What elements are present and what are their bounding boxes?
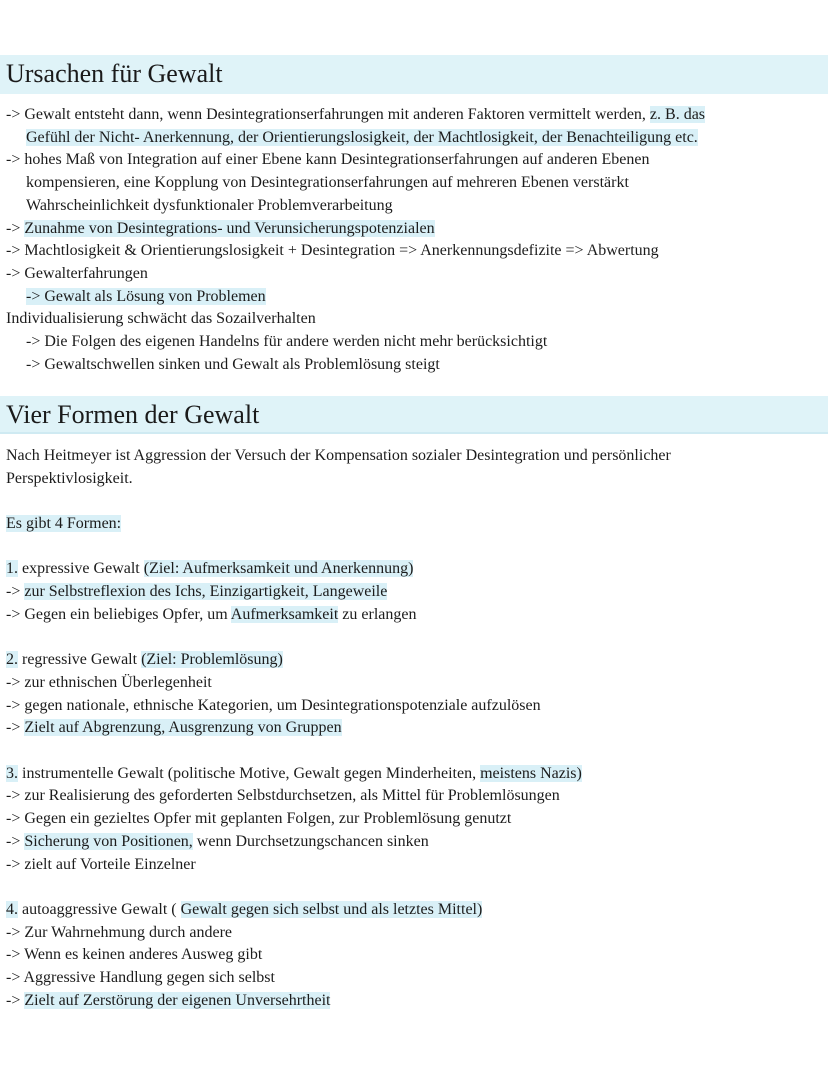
text-line — [6, 831, 822, 854]
text-line: Perspektivlosigkeit. — [6, 469, 133, 487]
text: -> Gegen ein beliebiges Opfer, um — [6, 605, 231, 623]
form-number: 3. — [6, 764, 18, 782]
text: -> — [6, 832, 25, 850]
text-line: -> Wenn es keinen anderes Ausweg gibt — [6, 946, 263, 964]
text-line: -> Aggressive Handlung gegen sich selbst — [6, 969, 275, 987]
text-line: -> zur ethnischen Überlegenheit — [6, 673, 212, 691]
text: -> — [6, 219, 25, 237]
text-line: -> gegen nationale, ethnische Kategorien, um Desintegrationspotenziale aufzulösen — [6, 696, 541, 714]
text-line: -> Gewaltschwellen sinken und Gewalt als Problemlösung steigt — [26, 355, 440, 373]
text-line: -> Die Folgen des eigenen Handelns für andere werden nicht mehr berücksichtigt — [26, 333, 548, 351]
highlight: Zielt auf Zerstörung der eigenen Unversehrtheit — [24, 991, 331, 1009]
highlight: meistens Nazis) — [480, 764, 582, 782]
text-line — [6, 127, 822, 150]
form-heading — [6, 899, 822, 922]
highlight: z. B. das — [649, 106, 706, 123]
section-title-formen: Vier Formen der Gewalt — [0, 396, 828, 434]
text: wenn Durchsetzungschancen sinken — [192, 832, 429, 850]
form-heading — [6, 558, 822, 581]
text-line: kompensieren, eine Kopplung von Desintegrationserfahrungen auf mehreren Ebenen verstärkt — [26, 174, 629, 192]
text: -> — [6, 991, 25, 1009]
form-number: 4. — [6, 900, 18, 918]
highlight: Zielt auf Abgrenzung, Ausgrenzung von Gruppen — [24, 719, 342, 737]
text: autoaggressive Gewalt ( — [18, 900, 181, 918]
text-line: -> hohes Maß von Integration auf einer Ebene kann Desintegrationserfahrungen auf anderen Ebenen — [6, 151, 650, 169]
text-line — [6, 990, 822, 1013]
text-line — [6, 104, 822, 127]
form-heading — [6, 649, 822, 672]
text-line — [6, 218, 822, 241]
text-line: -> Zur Wahrnehmung durch andere — [6, 923, 233, 941]
highlight: Gefühl der Nicht- Anerkennung, der Orientierungslosigkeit, der Machtlosigkeit, der Benachteiligung etc. — [26, 128, 698, 146]
text-line: -> Machtlosigkeit & Orientierungslosigkeit + Desintegration => Anerkennungsdefizite => Abwertung — [6, 242, 659, 260]
text-line: Wahrscheinlichkeit dysfunktionaler Problemverarbeitung — [26, 196, 393, 214]
highlight: zur Selbstreflexion des Ichs, Einzigartigkeit, Langeweile — [24, 583, 388, 601]
highlight: (Ziel: Problemlösung) — [141, 651, 283, 669]
text: instrumentelle Gewalt (politische Motive, Gewalt gegen Minderheiten, — [18, 764, 481, 782]
text-line — [6, 604, 822, 627]
text: -> — [6, 719, 25, 737]
highlight: Sicherung von Positionen, — [24, 832, 193, 850]
text-line: Nach Heitmeyer ist Aggression der Versuch der Kompensation sozialer Desintegration und persönlicher — [6, 447, 671, 464]
highlight: Es gibt 4 Formen: — [6, 515, 122, 533]
text-line: -> zur Realisierung des geforderten Selbstdurchsetzen, als Mittel für Problemlösungen — [6, 787, 560, 805]
text-line — [6, 286, 822, 309]
highlight: Aufmerksamkeit — [230, 605, 339, 623]
form-number: 2. — [6, 651, 18, 669]
highlight: (Ziel: Aufmerksamkeit und Anerkennung) — [143, 560, 414, 578]
text-line: -> Gewalterfahrungen — [6, 264, 148, 282]
form-heading — [6, 763, 822, 786]
text: -> — [6, 583, 25, 601]
text: -> Gewalt entsteht dann, wenn Desintegrationserfahrungen mit anderen Faktoren vermittelt werden, — [6, 106, 650, 123]
text: expressive Gewalt — [18, 560, 144, 578]
text: zu erlangen — [338, 605, 417, 623]
highlight: Gewalt gegen sich selbst und als letztes Mittel) — [180, 900, 483, 918]
text-line: Individualisierung schwächt das Sozailverhalten — [6, 310, 316, 328]
text-line: -> zielt auf Vorteile Einzelner — [6, 855, 196, 873]
section-ursachen-body — [6, 104, 822, 376]
text-line: -> Gegen ein gezieltes Opfer mit geplanten Folgen, zur Problemlösung genutzt — [6, 810, 512, 828]
highlight: -> Gewalt als Lösung von Problemen — [26, 287, 266, 305]
text-line — [6, 717, 822, 740]
section-formen-body — [6, 445, 822, 1013]
text-line — [6, 513, 822, 536]
text-line — [6, 581, 822, 604]
highlight: Zunahme von Desintegrations- und Verunsicherungspotenzialen — [24, 219, 435, 237]
text: regressive Gewalt — [18, 651, 142, 669]
form-number: 1. — [6, 560, 18, 578]
section-title-ursachen: Ursachen für Gewalt — [0, 55, 828, 94]
